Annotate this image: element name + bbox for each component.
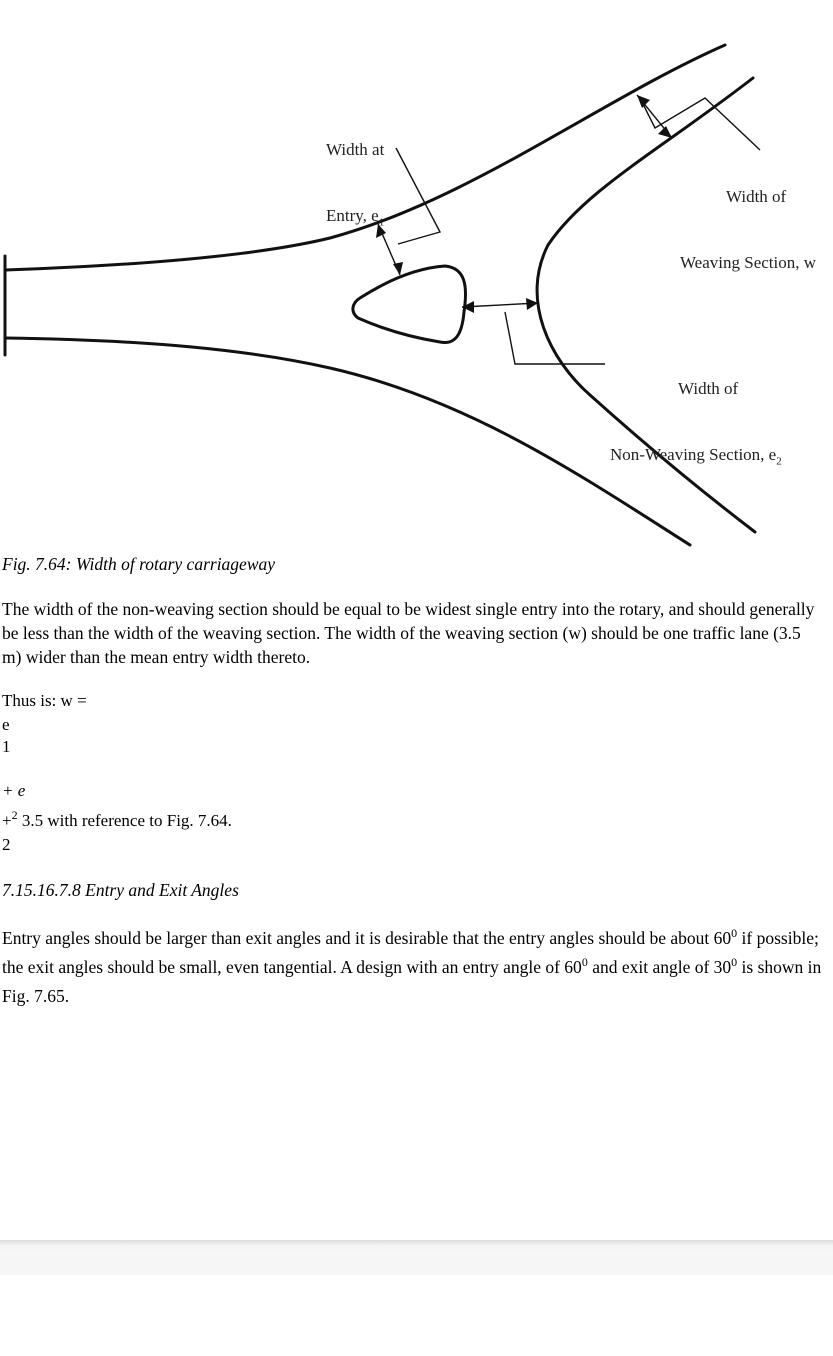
lower-road-edge bbox=[5, 338, 690, 545]
nonweaving-label-line2: Non-Weaving Section, e bbox=[610, 445, 777, 464]
bottom-bar-divider bbox=[0, 1240, 833, 1275]
weaving-label-line1: Width of bbox=[726, 187, 787, 206]
equation-plus-e: + e bbox=[2, 781, 26, 800]
weaving-width-label bbox=[680, 142, 816, 318]
equation-two: 2 bbox=[2, 835, 11, 854]
nonweaving-label-line1: Width of bbox=[678, 379, 739, 398]
paragraph-entry-exit-angles bbox=[2, 924, 827, 1011]
entry-label-line1: Width at bbox=[326, 140, 385, 159]
entry-width-label bbox=[326, 95, 384, 277]
equation-one: 1 bbox=[2, 737, 11, 756]
para2-part1: Entry angles should be larger than exit angles and it is desirable that the entry angles should be about 60 bbox=[2, 928, 732, 948]
section-heading: 7.15.16.7.8 Entry and Exit Angles bbox=[2, 880, 239, 900]
weaving-label-line2: Weaving Section, w bbox=[680, 253, 817, 272]
equation-intro: Thus is: w = bbox=[2, 691, 87, 710]
equation-plus: + bbox=[2, 811, 12, 830]
para2-part4: is shown in Fig. 7.65. bbox=[2, 957, 822, 1006]
arrowhead bbox=[658, 126, 672, 138]
splitter-island bbox=[353, 266, 466, 343]
para2-sup2: 0 bbox=[581, 955, 588, 969]
equation-rest: 3.5 with reference to Fig. 7.64. bbox=[21, 811, 232, 830]
arrowhead bbox=[637, 95, 650, 108]
nonweaving-label-sub: 2 bbox=[776, 455, 782, 468]
figure-caption: Fig. 7.64: Width of rotary carriageway bbox=[2, 554, 276, 574]
equation-two-sup: 2 bbox=[11, 808, 18, 822]
equation-main-line bbox=[2, 810, 232, 832]
nonweaving-width-label bbox=[610, 334, 782, 516]
entry-label-sub: 1 bbox=[378, 216, 385, 229]
equation-e: e bbox=[2, 715, 10, 734]
arrowhead bbox=[393, 262, 403, 275]
para2-sup3: 0 bbox=[731, 955, 738, 969]
nonweaving-leader bbox=[505, 312, 605, 364]
rotary-carriageway-figure bbox=[0, 40, 833, 550]
para2-part2: if possible; the exit angles should be small, even tangential. A design with an entry angle of 60 bbox=[2, 928, 819, 977]
para2-part3: and exit angle of 30 bbox=[587, 957, 732, 977]
para2-sup1: 0 bbox=[731, 926, 738, 940]
entry-leader bbox=[396, 148, 440, 244]
paragraph-nonweaving-width: The width of the non-weaving section should be equal to be widest single entry into the rotary, and should generally be less than the width of the weaving section. The width of the weaving section (w) should be one traffic lane (3.5 m) wider than the mean entry width thereto. bbox=[2, 599, 815, 667]
entry-label-line2: Entry, e bbox=[326, 206, 379, 225]
